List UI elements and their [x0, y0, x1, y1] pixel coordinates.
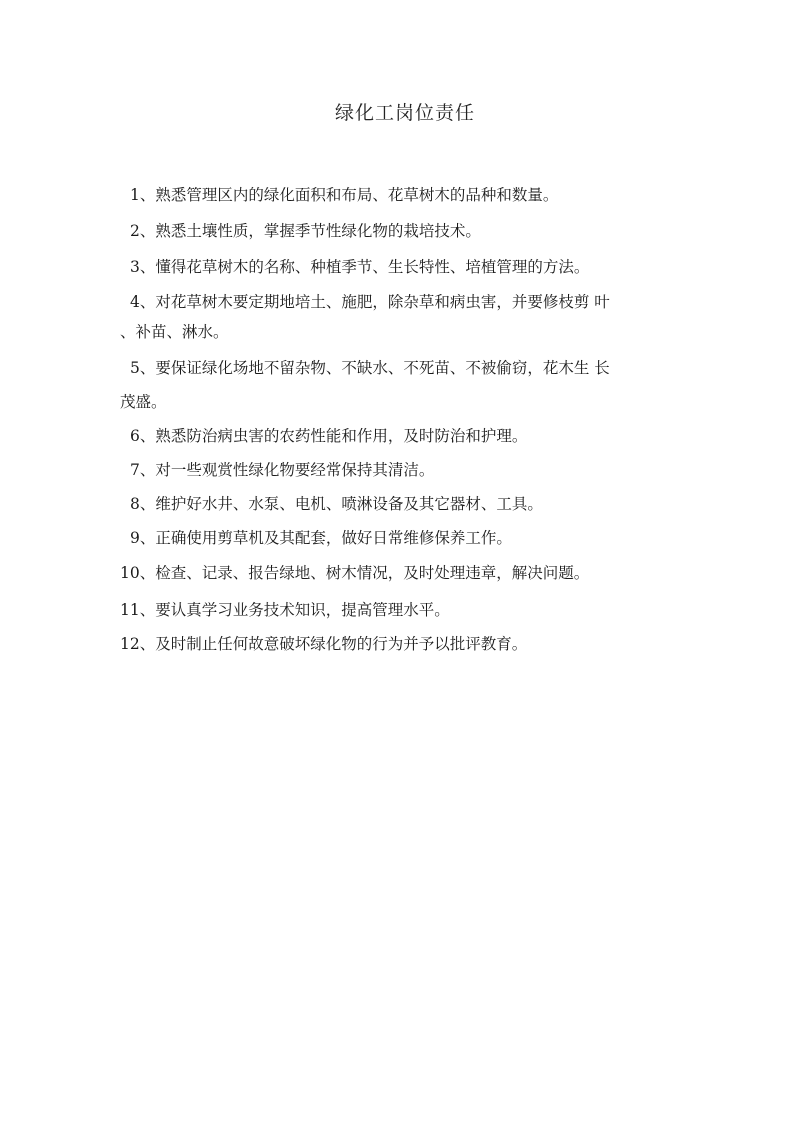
list-item-5 [120, 356, 610, 414]
list-item-text: 2、熟悉土壤性质，掌握季节性绿化物的栽培技术。 [130, 222, 481, 240]
list-item-text: 4、对花草树木要定期地培土、施肥，除杂草和病虫害，并要修枝剪 叶 [130, 293, 610, 311]
list-item-1 [130, 183, 558, 207]
list-item-text: 9、正确使用剪草机及其配套，做好日常维修保养工作。 [130, 529, 512, 547]
list-item-3 [130, 255, 589, 279]
list-item-8 [130, 492, 543, 516]
list-item-text: 8、维护好水井、水泵、电机、喷淋设备及其它器材、工具。 [130, 495, 543, 513]
list-item-text: 7、对一些观赏性绿化物要经常保持其清洁。 [130, 461, 435, 479]
list-item-4 [120, 290, 610, 344]
list-item-9 [130, 526, 512, 550]
list-item-text: 6、熟悉防治病虫害的农药性能和作用，及时防治和护理。 [130, 427, 528, 445]
list-item-6 [130, 424, 527, 448]
list-item-10 [120, 561, 589, 585]
list-item-2 [130, 219, 481, 243]
list-item-11 [120, 598, 450, 622]
list-item-text: 12、及时制止任何故意破坏绿化物的行为并予以批评教育。 [120, 635, 528, 653]
list-item-text: 1、熟悉管理区内的绿化面积和布局、花草树木的品种和数量。 [130, 186, 559, 204]
list-item-text: 3、懂得花草树木的名称、种植季节、生长特性、培植管理的方法。 [130, 258, 590, 276]
list-item-7 [130, 458, 434, 482]
list-item-text: 11、要认真学习业务技术知识，提高管理水平。 [120, 601, 450, 619]
list-item-continuation: 茂盛。 [120, 393, 167, 411]
document-title: 绿化工岗位责任 [334, 102, 475, 124]
list-item-text: 5、要保证绿化场地不留杂物、不缺水、不死苗、不被偷窃，花木生 长 [130, 359, 610, 377]
list-item-continuation: 、补苗、淋水。 [120, 323, 229, 341]
list-item-text: 10、检查、记录、报告绿地、树木情况，及时处理违章，解决问题。 [120, 564, 590, 582]
list-item-12 [120, 632, 527, 656]
